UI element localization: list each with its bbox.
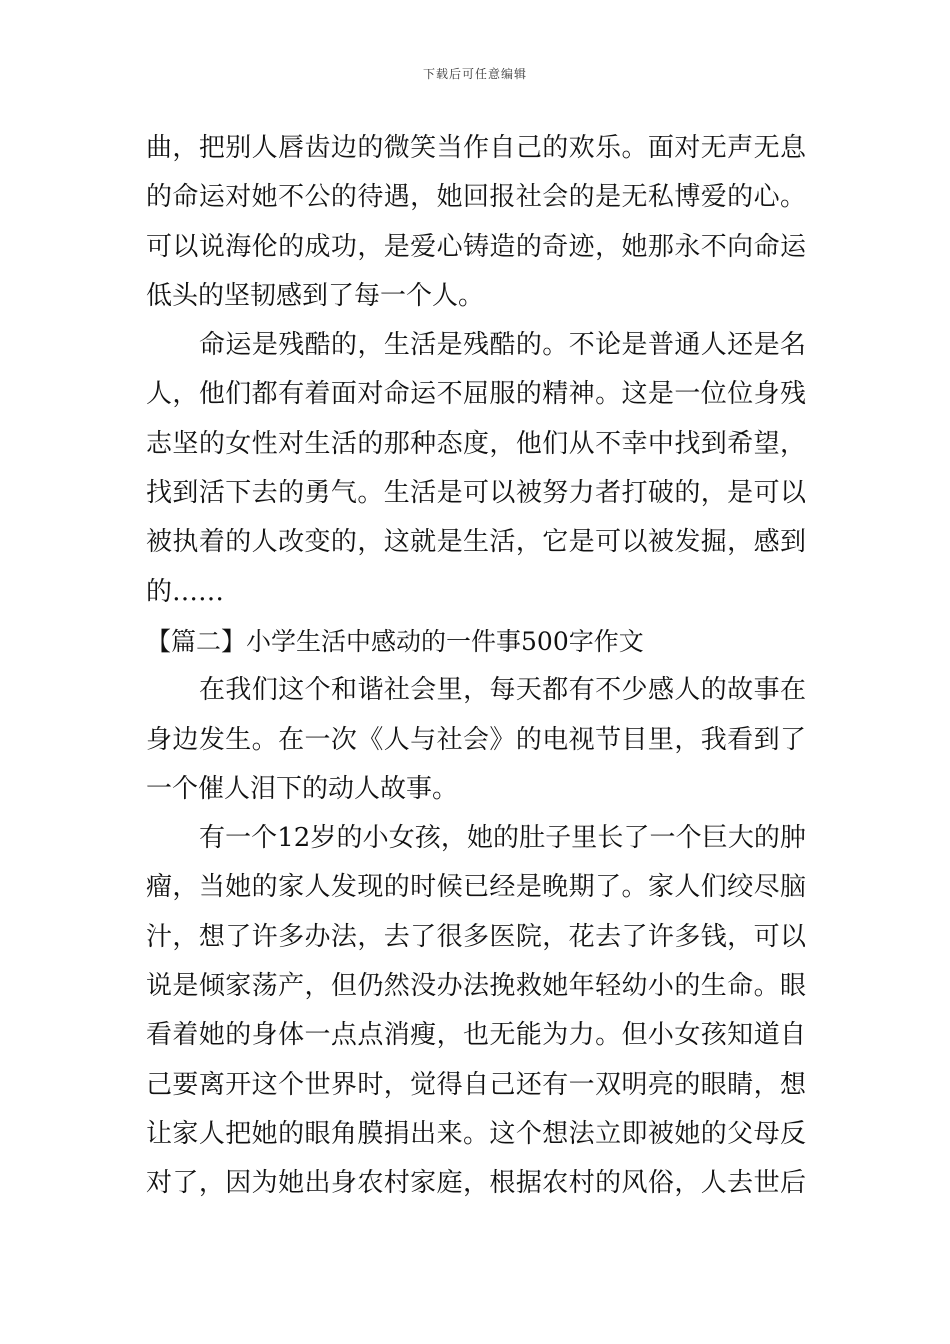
text-line: 身边发生。在一次《人与社会》的电视节目里，我看到了 [146,724,806,755]
text-line: 的…… [146,576,225,607]
text-line: 找到活下去的勇气。生活是可以被努力者打破的，是可以 [146,478,806,509]
text-line: 在我们这个和谐社会里，每天都有不少感人的故事在 [199,675,806,706]
document-body [146,124,806,1209]
text-line: 己要离开这个世界时，觉得自己还有一双明亮的眼睛，想 [146,1069,806,1100]
text-line: 一个催人泪下的动人故事。 [146,773,459,804]
text-line: 让家人把她的眼角膜捐出来。这个想法立即被她的父母反 [146,1118,806,1149]
text-line: 曲，把别人唇齿边的微笑当作自己的欢乐。面对无声无息 [146,133,806,163]
text-line: 对了，因为她出身农村家庭，根据农村的风俗，人去世后 [146,1168,806,1199]
text-line: 汁，想了许多办法，去了很多医院，花去了许多钱，可以 [146,921,806,952]
text-line: 志坚的女性对生活的那种态度，他们从不幸中找到希望， [146,428,806,459]
section-heading: 【篇二】小学生活中感动的一件事500字作文 [146,626,644,656]
text-line: 低头的坚韧感到了每一个人。 [146,280,485,311]
page-header: 下载后可任意编辑 [422,67,527,81]
text-line: 看着她的身体一点点消瘦，也无能为力。但小女孩知道自 [146,1020,806,1051]
text-line: 可以说海伦的成功，是爱心铸造的奇迹，她那永不向命运 [146,231,806,262]
text-line: 人，他们都有着面对命运不屈服的精神。这是一位位身残 [146,379,806,410]
text-line: 有一个12岁的小女孩，她的肚子里长了一个巨大的肿 [199,823,806,854]
text-line: 命运是残酷的，生活是残酷的。不论是普通人还是名 [199,330,806,361]
text-line: 被执着的人改变的，这就是生活，它是可以被发掘，感到 [146,527,806,558]
text-line: 瘤，当她的家人发现的时候已经是晚期了。家人们绞尽脑 [146,872,806,903]
text-line: 说是倾家荡产，但仍然没办法挽救她年轻幼小的生命。眼 [146,971,806,1002]
text-line: 的命运对她不公的待遇，她回报社会的是无私博爱的心。 [146,182,806,213]
